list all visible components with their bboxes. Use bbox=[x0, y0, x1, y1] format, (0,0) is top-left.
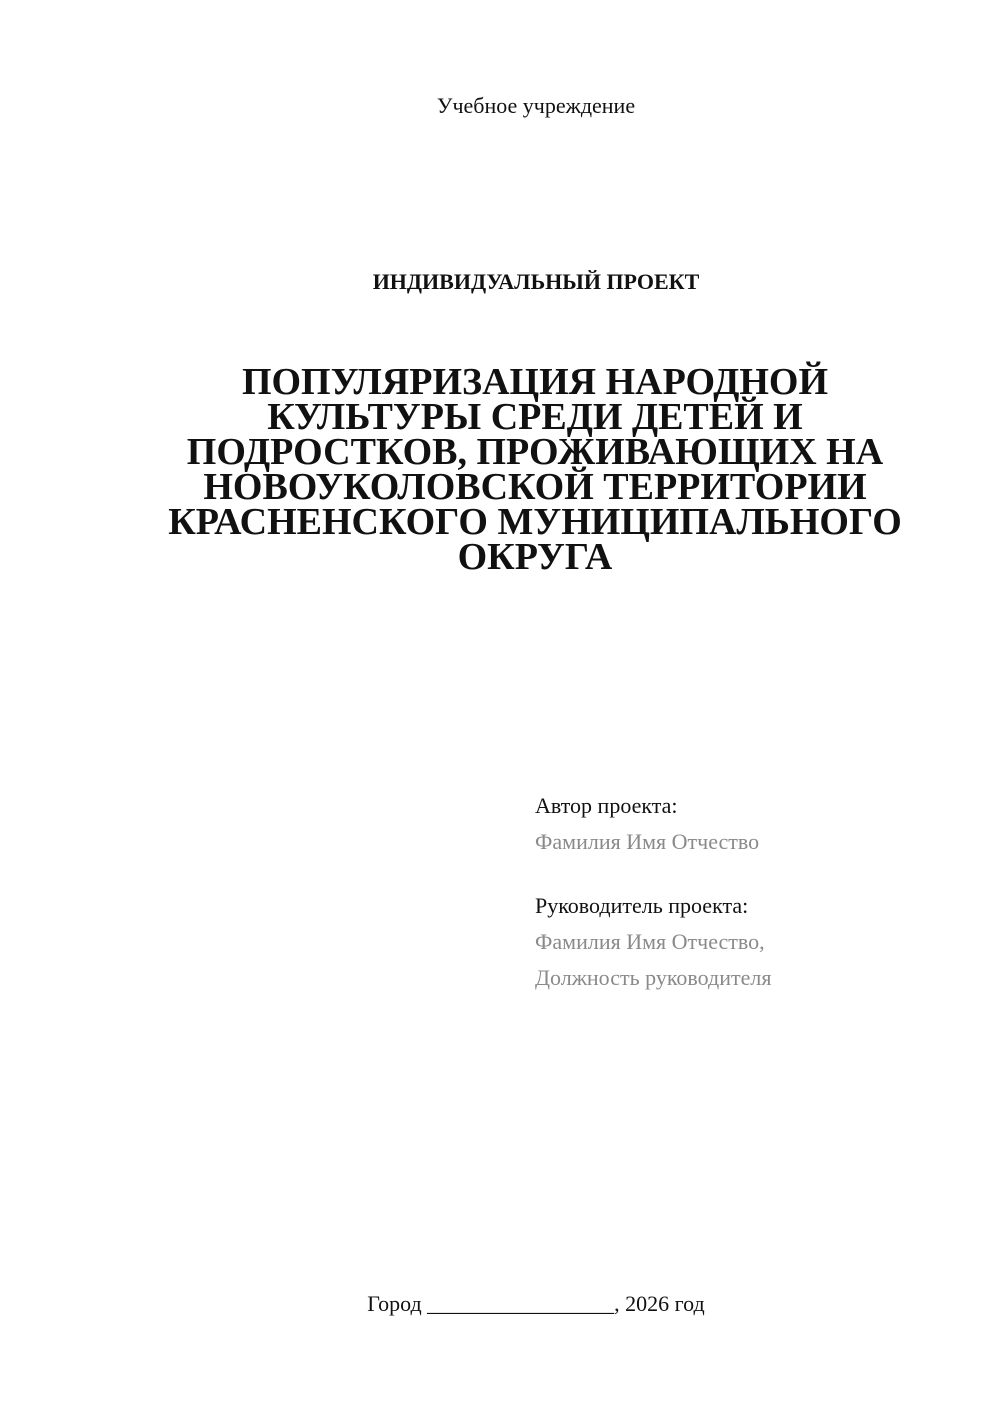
title-line: НОВОУКОЛОВСКОЙ ТЕРРИТОРИИ bbox=[203, 466, 867, 508]
spacer bbox=[535, 860, 955, 888]
title-line: КРАСНЕНСКОГО МУНИЦИПАЛЬНОГО bbox=[168, 501, 902, 543]
city-year-footer: Город _________________, 2026 год bbox=[367, 1291, 705, 1316]
document-type: ИНДИВИДУАЛЬНЫЙ ПРОЕКТ bbox=[372, 269, 700, 294]
title-line: ПОДРОСТКОВ, ПРОЖИВАЮЩИХ НА bbox=[186, 431, 884, 473]
project-title bbox=[120, 361, 950, 578]
author-label: Автор проекта: bbox=[535, 793, 678, 818]
supervisor-position: Должность руководителя bbox=[535, 965, 772, 990]
supervisor-label: Руководитель проекта: bbox=[535, 893, 749, 918]
project-people-block bbox=[535, 788, 955, 996]
title-line: КУЛЬТУРЫ СРЕДИ ДЕТЕЙ И bbox=[267, 396, 803, 438]
supervisor-name: Фамилия Имя Отчество, bbox=[535, 929, 765, 954]
title-line: ОКРУГА bbox=[457, 536, 613, 578]
title-line: ПОПУЛЯРИЗАЦИЯ НАРОДНОЙ bbox=[241, 361, 829, 403]
author-name: Фамилия Имя Отчество bbox=[535, 829, 760, 854]
institution-name: Учебное учреждение bbox=[436, 93, 636, 118]
